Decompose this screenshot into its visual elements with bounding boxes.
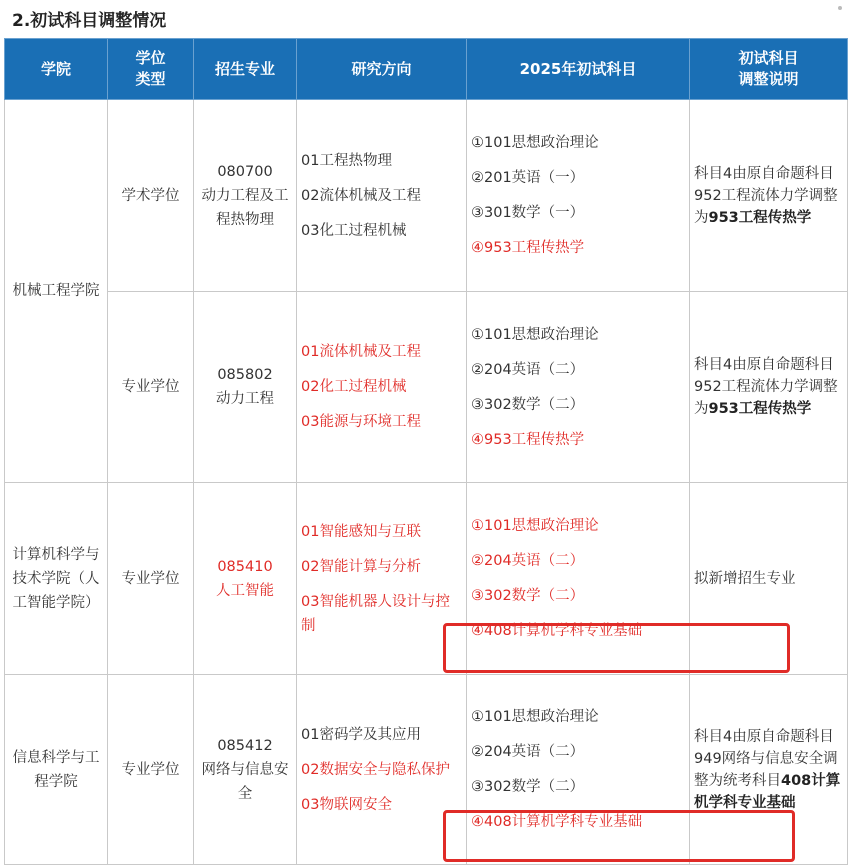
note-cell: 科目4由原自命题科目952工程流体力学调整为953工程传热学 xyxy=(690,292,848,483)
section-title: 2.初试科目调整情况 xyxy=(12,11,167,31)
subjects-cell: ①101思想政治理论 ②204英语（二） ③302数学（二） ④408计算机学科专业基础 xyxy=(467,483,690,675)
direction-cell: 01工程热物理 02流体机械及工程 03化工过程机械 xyxy=(297,100,467,292)
degree-cell: 专业学位 xyxy=(108,292,194,483)
header-college: 学院 xyxy=(5,39,108,100)
header-direction: 研究方向 xyxy=(297,39,467,100)
subjects-cell: ①101思想政治理论 ②204英语（二） ③302数学（二） ④408计算机学科专业基础 xyxy=(467,675,690,865)
subjects-cell: ①101思想政治理论 ②201英语（一） ③301数学（一） ④953工程传热学 xyxy=(467,100,690,292)
direction-cell: 01智能感知与互联 02智能计算与分析 03智能机器人设计与控制 xyxy=(297,483,467,675)
subjects-cell: ①101思想政治理论 ②204英语（二） ③302数学（二） ④953工程传热学 xyxy=(467,292,690,483)
major-cell: 080700 动力工程及工程热物理 xyxy=(194,100,297,292)
table-row xyxy=(5,100,848,292)
degree-cell: 专业学位 xyxy=(108,483,194,675)
degree-cell: 学术学位 xyxy=(108,100,194,292)
header-note: 初试科目 调整说明 xyxy=(690,39,848,100)
table-row xyxy=(5,292,848,483)
note-cell: 拟新增招生专业 xyxy=(690,483,848,675)
note-cell: 科目4由原自命题科目949网络与信息安全调整为统考科目408计算机学科专业基础 xyxy=(690,675,848,865)
header-major: 招生专业 xyxy=(194,39,297,100)
college-cell: 信息科学与工程学院 xyxy=(5,675,108,865)
decorative-dot xyxy=(838,6,842,10)
direction-cell: 01流体机械及工程 02化工过程机械 03能源与环境工程 xyxy=(297,292,467,483)
major-cell: 085802 动力工程 xyxy=(194,292,297,483)
highlight-box xyxy=(443,810,795,862)
college-cell: 计算机科学与技术学院（人工智能学院） xyxy=(5,483,108,675)
exam-subject-table xyxy=(4,38,848,865)
major-cell: 085410 人工智能 xyxy=(194,483,297,675)
direction-cell: 01密码学及其应用 02数据安全与隐私保护 03物联网安全 xyxy=(297,675,467,865)
degree-cell: 专业学位 xyxy=(108,675,194,865)
header-degree-type: 学位 类型 xyxy=(108,39,194,100)
highlight-box xyxy=(443,623,790,673)
header-subjects: 2025年初试科目 xyxy=(467,39,690,100)
note-cell: 科目4由原自命题科目952工程流体力学调整为953工程传热学 xyxy=(690,100,848,292)
major-cell: 085412 网络与信息安全 xyxy=(194,675,297,865)
header-row xyxy=(5,39,848,100)
college-cell: 机械工程学院 xyxy=(5,100,108,483)
